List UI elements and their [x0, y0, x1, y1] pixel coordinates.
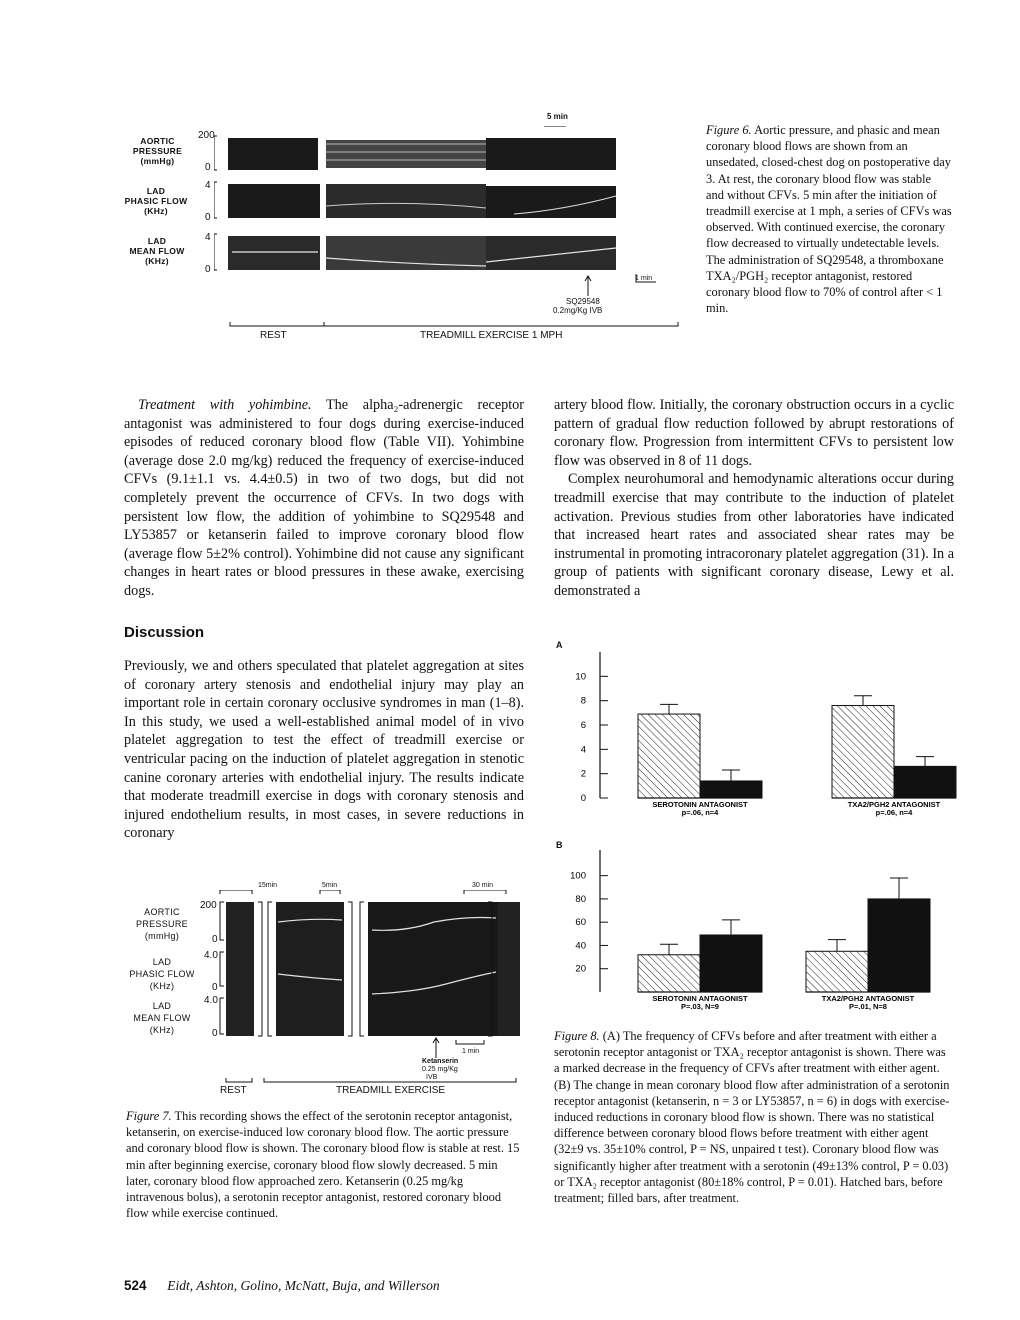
drug-dose: 0.2mg/Kg IVB — [553, 306, 603, 315]
yohimbine-heading: Treatment with yohimbine. — [138, 397, 312, 413]
tick-ph-4: 4 — [205, 180, 211, 191]
bar-after-1 — [894, 766, 956, 798]
category-label: SEROTONIN ANTAGONIST — [652, 800, 748, 809]
tick-ap-0: 0 — [205, 162, 211, 173]
phase-rest: REST — [260, 330, 287, 341]
f7-phase-treadmill: TREADMILL EXERCISE — [336, 1085, 446, 1096]
bar-after-1 — [868, 899, 930, 992]
figure-8-caption — [554, 1028, 954, 1206]
f7-scale-1min: 1 min — [462, 1048, 480, 1055]
figure-8-panel-a-label: A — [556, 640, 563, 650]
category-stat: P=.01, N=8 — [849, 1002, 887, 1011]
right-column-text — [554, 396, 954, 601]
figure-8-panel-b-label: B — [556, 840, 563, 850]
tick-ph-0: 0 — [205, 212, 211, 223]
figure-7-traces — [216, 890, 526, 1090]
f7-tick-mf-0: 0 — [212, 1028, 218, 1039]
page-footer — [124, 1278, 440, 1294]
category-label: TXA2/PGH2 ANTAGONIST — [821, 994, 915, 1003]
f7-scale-30min: 30 min — [472, 882, 494, 889]
figure-6-caption — [706, 122, 952, 316]
f7-scale-15min: 15min — [258, 882, 278, 889]
phase-treadmill: TREADMILL EXERCISE 1 MPH — [420, 330, 563, 341]
bar-before-0 — [638, 955, 700, 992]
discussion-paragraph — [124, 657, 524, 843]
y-tick-label: 100 — [570, 870, 586, 882]
category-stat: p=.06, n=4 — [681, 808, 719, 817]
f7-drug-ketanserin: Ketanserin — [422, 1058, 459, 1065]
f7-tick-ap-200: 200 — [200, 900, 217, 911]
yohimbine-paragraph — [124, 396, 524, 601]
figure-7-caption — [126, 1108, 520, 1221]
f7-rest-trace — [226, 902, 254, 1036]
bar-before-1 — [806, 951, 868, 992]
bar-before-0 — [638, 714, 700, 798]
category-label: TXA2/PGH2 ANTAGONIST — [847, 800, 941, 809]
figure-8-chart-a — [560, 648, 960, 830]
y-tick-label: 2 — [580, 768, 586, 780]
y-tick-label: 6 — [580, 720, 586, 731]
scale-1-min: 1 min — [635, 275, 653, 282]
f7-drug-ivb: IVB — [426, 1074, 438, 1081]
category-label: SEROTONIN ANTAGONIST — [652, 994, 748, 1003]
bar-after-0 — [700, 935, 762, 992]
f7-lad-phasic-flow-label: LAD PHASIC FLOW (KHz) — [129, 957, 195, 991]
f7-tick-ap-0: 0 — [212, 934, 218, 945]
footer-authors: Eidt, Ashton, Golino, McNatt, Buja, and Willerson — [167, 1278, 440, 1293]
figure-7-caption-label: Figure 7. — [126, 1109, 172, 1123]
f7-tick-ph-4: 4.0 — [204, 950, 218, 961]
tick-mf-0: 0 — [205, 264, 211, 275]
right-para-1: artery blood flow. Initially, the coronary obstruction occurs in a cyclic pattern of gradual flow reduction followed by abrupt restorations of coronary flow. Progression from intermittent CFVs to persistent low flow was observed in 8 of 11 dogs. — [554, 397, 954, 469]
discussion-heading: Discussion — [124, 624, 205, 641]
category-stat: P=.03, N=9 — [681, 1002, 719, 1011]
right-para-2: Complex neurohumoral and hemodynamic alterations occur during treadmill exercise that may contribute to the induction of platelet activation. Previous studies from other laboratories have indicated that increased heart rates and associated shear rates may be instrumental in promoting intracoronary platelet aggregation (31). In a group of patients with significant coronary disease, Lewy et al. demonstrated a — [554, 471, 954, 599]
f7-drug-dose: 0.25 mg/Kg — [422, 1066, 458, 1073]
bar-before-1 — [832, 706, 894, 798]
yohimbine-text: The alpha₂-adrenergic receptor antagonist was administered to four dogs during exercise-induced episodes of reduced coronary blood flow (Table VII). Yohimbine (average dose 2.0 mg/kg) reduced the frequency of exercise-induced CFVs (9.1±1.1 vs. 4.4±0.5) in two of two dogs, but did not completely prevent the occurrence of CFVs. In two dogs with persistent low flow, the addition of yohimbine to SQ29548 and LY53857 or ketanserin failed to improve coronary blood flow (average flow 5±2% control). Yohimbine did not cause any significant changes in heart rates or blood pressures in these awake, exercising dogs. — [124, 397, 524, 599]
figure-6-caption-text: Aortic pressure, and phasic and mean coronary blood flows are shown from an unsedated, closed-chest dog on postoperative day 3. At rest, the coronary blood flow was stable and without CFVs. 5 min after the initiation of treadmill exercise at 1 mph, a series of CFVs was observed. With continued exercise, the coronary flow decreased to virtually undetectable levels. The administration of SQ29548, a thromboxane TXA₂/PGH₂ receptor antagonist, restored coronary blood flow to 70% of control after < 1 min. — [706, 123, 952, 316]
lad-mean-flow-label: LAD MEAN FLOW (KHz) — [129, 236, 185, 266]
y-tick-label: 60 — [575, 917, 586, 929]
bar-after-0 — [700, 781, 762, 798]
f7-scale-5min: 5min — [322, 882, 338, 889]
figure-6 — [120, 112, 680, 372]
figure-8-caption-label: Figure 8. — [554, 1029, 600, 1043]
y-tick-label: 8 — [580, 695, 586, 707]
tick-ap-200: 200 — [198, 130, 215, 141]
f7-tick-ph-0: 0 — [212, 982, 218, 993]
discussion-text: Previously, we and others speculated that platelet aggregation at sites of coronary artery stenosis and endothelial injury may play an important role in certain coronary occlusive syndromes in man (1–8). In this study, we used a well-established animal model of in vivo platelet aggregation to test the effect of treadmill exercise or ventricular pacing on the induction of platelet aggregation in stenotic canine coronary arteries with endothelial injury. The results indicate that moderate treadmill exercise in dogs with coronary stenosis and injured endothelium results, in most cases, in severe reductions in coronary — [124, 658, 524, 842]
tick-mf-4: 4 — [205, 232, 211, 243]
y-tick-label: 20 — [575, 963, 586, 975]
category-stat: p=.06, n=4 — [875, 808, 913, 817]
f7-phase-rest: REST — [220, 1085, 247, 1096]
figure-8-chart-b — [560, 846, 960, 1024]
y-tick-label: 4 — [580, 744, 586, 756]
lad-phasic-flow-label: LAD PHASIC FLOW (KHz) — [124, 186, 188, 216]
scale-5-min: 5 min — [547, 112, 568, 121]
f7-aortic-pressure-label: AORTIC PRESSURE (mmHg) — [136, 907, 188, 941]
aortic-pressure-label: AORTIC PRESSURE (mmHg) — [132, 136, 183, 166]
figure-7 — [126, 878, 526, 1103]
y-tick-label: 10 — [575, 671, 586, 683]
lad-phasic-flow-trace — [228, 184, 320, 218]
f7-tick-mf-4: 4.0 — [204, 995, 218, 1006]
page-number: 524 — [124, 1278, 147, 1293]
figure-6-traces — [214, 126, 684, 336]
drug-sq29548: SQ29548 — [566, 297, 600, 306]
lad-mean-flow-trace — [228, 236, 320, 270]
figure-6-caption-label: Figure 6. — [706, 123, 752, 137]
figure-8-caption-text: (A) The frequency of CFVs before and after treatment with either a serotonin receptor antagonist or TXA₂ receptor antagonist is shown. There was a marked decrease in the frequency of CFVs after treatment with either agent. (B) The change in mean coronary blood flow after administration of a serotonin receptor antagonist (ketanserin, n = 3 or LY53857, n = 6) in dogs with exercise-induced reductions in coronary blood flow is shown. There was no statistical difference between coronary blood flows before treatment with either agent (32±9 vs. 35±10% control, P = NS, unpaired t test). Coronary blood flow was significantly higher after treatment with a serotonin (49±13% control, P = 0.03) or TXA₂ receptor antagonist (80±18% control, P = 0.01). Hatched bars, before treatment; filled bars, after treatment. — [554, 1029, 950, 1206]
f7-exercise-trace-1 — [276, 902, 344, 1036]
y-tick-label: 40 — [575, 940, 586, 952]
y-tick-label: 80 — [575, 893, 586, 905]
y-tick-label: 0 — [580, 793, 586, 804]
figure-7-caption-text: This recording shows the effect of the serotonin receptor antagonist, ketanserin, on exercise-induced low coronary blood flow. The aortic pressure and coronary blood flow is shown. The coronary blood flow is stable at rest. 15 min after beginning exercise, coronary blood flow slowly decreased. 5 min later, coronary blood flow approached zero. Ketanserin (0.25 mg/kg intravenous bolus), a serotonin receptor antagonist, restored coronary blood flow while exercise continued. — [126, 1109, 520, 1221]
aortic-pressure-trace — [228, 138, 318, 170]
f7-lad-mean-flow-label: LAD MEAN FLOW (KHz) — [133, 1001, 191, 1035]
